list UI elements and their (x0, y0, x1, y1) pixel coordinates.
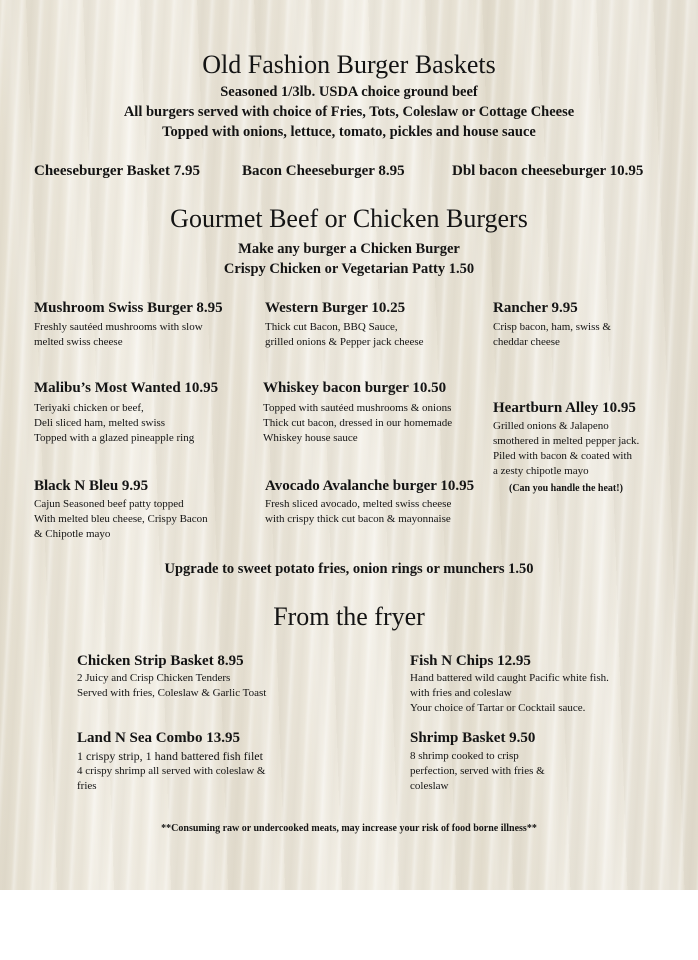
desc-line: Thick cut Bacon, BBQ Sauce, (265, 321, 398, 333)
desc-line: Cajun Seasoned beef patty topped (34, 498, 184, 510)
menu-item-title: Land N Sea Combo 13.95 (77, 730, 240, 746)
menu-item-title: Chicken Strip Basket 8.95 (77, 653, 244, 669)
menu-item (265, 478, 474, 527)
desc-line: 4 crispy shrimp all served with coleslaw & (77, 765, 266, 777)
baskets-line: All burgers served with choice of Fries, Tots, Coleslaw or Cottage Cheese (123, 104, 575, 120)
menu-item-desc (493, 419, 639, 479)
desc-line: Crisp bacon, ham, swiss & (493, 321, 611, 333)
menu-item (493, 300, 611, 350)
desc-line: Hand battered wild caught Pacific white fish. (410, 672, 609, 684)
desc-line: 1 crispy strip, 1 hand battered fish filet (77, 749, 263, 763)
menu-item-title: Dbl bacon cheeseburger 10.95 (452, 163, 644, 179)
menu-item (34, 478, 208, 542)
desc-line: Topped with sautéed mushrooms & onions (263, 402, 452, 414)
menu-item (34, 380, 218, 446)
menu-item-title: Bacon Cheeseburger 8.95 (242, 163, 405, 179)
gourmet-line: Make any burger a Chicken Burger (238, 241, 460, 257)
menu-item (263, 380, 452, 446)
menu-item (265, 300, 424, 350)
menu-item-title: Fish N Chips 12.95 (410, 653, 531, 669)
menu-item-title: Cheeseburger Basket 7.95 (34, 163, 200, 179)
menu-item (77, 730, 266, 794)
desc-line: & Chipotle mayo (34, 528, 111, 540)
menu-item-desc (265, 320, 424, 350)
desc-line: with crispy thick cut bacon & mayonnaise (265, 513, 451, 525)
menu-item-title: Avocado Avalanche burger 10.95 (265, 478, 475, 494)
desc-line: a zesty chipotle mayo (493, 465, 589, 477)
menu-item-desc (263, 401, 452, 446)
menu-item (34, 300, 223, 350)
desc-line: with fries and coleslaw (410, 687, 512, 699)
desc-line: Piled with bacon & coated with (493, 450, 632, 462)
menu-item-desc (410, 671, 609, 716)
menu-item (77, 653, 266, 701)
gourmet-line: Crispy Chicken or Vegetarian Patty 1.50 (223, 261, 475, 277)
menu-item-title: Black N Bleu 9.95 (34, 478, 149, 494)
desc-line: With melted bleu cheese, Crispy Bacon (34, 513, 208, 525)
desc-line: cheddar cheese (493, 336, 560, 348)
menu-item-desc (34, 320, 223, 350)
menu-item (410, 730, 545, 794)
menu-item (493, 400, 639, 479)
desc-line: melted swiss cheese (34, 336, 123, 348)
desc-line: Freshly sautéed mushrooms with slow (34, 321, 203, 333)
desc-line: grilled onions & Pepper jack cheese (265, 336, 424, 348)
upgrade-note: Upgrade to sweet potato fries, onion rings or munchers 1.50 (164, 561, 534, 577)
desc-line: Teriyaki chicken or beef, (34, 402, 144, 414)
desc-line: Your choice of Tartar or Cocktail sauce. (410, 702, 586, 714)
menu-item-desc (77, 671, 266, 701)
desc-line: 8 shrimp cooked to crisp (410, 750, 519, 762)
desc-line: Grilled onions & Jalapeno (493, 420, 609, 432)
food-safety-disclaimer: **Consuming raw or undercooked meats, may increase your risk of food borne illness** (161, 823, 537, 834)
menu-item-desc (77, 749, 266, 794)
desc-line: Whiskey house sauce (263, 432, 358, 444)
desc-line: Thick cut bacon, dressed in our homemade (263, 417, 453, 429)
baskets-line: Seasoned 1/3lb. USDA choice ground beef (220, 84, 478, 100)
desc-line: Served with fries, Coleslaw & Garlic Toast (77, 687, 267, 699)
section-heading-gourmet: Gourmet Beef or Chicken Burgers (170, 204, 528, 233)
desc-line: Deli sliced ham, melted swiss (34, 417, 166, 429)
menu-item-title: Shrimp Basket 9.50 (410, 730, 536, 746)
desc-line: 2 Juicy and Crisp Chicken Tenders (77, 672, 231, 684)
section-heading-baskets: Old Fashion Burger Baskets (202, 50, 496, 79)
menu-item (410, 653, 609, 716)
section-heading-fryer: From the fryer (273, 602, 425, 631)
desc-line: Fresh sliced avocado, melted swiss cheese (265, 498, 452, 510)
menu-item-desc (34, 401, 218, 446)
menu-item-desc (265, 497, 474, 527)
menu-item-title: Malibu’s Most Wanted 10.95 (34, 380, 219, 396)
desc-line: perfection, served with fries & (410, 765, 545, 777)
desc-line: Topped with a glazed pineapple ring (34, 432, 195, 444)
heat-note: (Can you handle the heat!) (509, 483, 623, 494)
desc-line: coleslaw (410, 780, 449, 792)
desc-line: smothered in melted pepper jack. (493, 435, 640, 447)
menu-item-desc (34, 497, 208, 542)
menu-item-title: Western Burger 10.25 (265, 300, 406, 316)
menu-item-title: Mushroom Swiss Burger 8.95 (34, 300, 223, 316)
baskets-line: Topped with onions, lettuce, tomato, pickles and house sauce (162, 124, 536, 140)
menu-item-title: Heartburn Alley 10.95 (493, 400, 636, 416)
menu-item-desc (493, 320, 611, 350)
menu-item-title: Rancher 9.95 (493, 300, 578, 316)
menu-item-title: Whiskey bacon burger 10.50 (263, 380, 447, 396)
menu-item-desc (410, 749, 545, 794)
desc-line: fries (77, 780, 97, 792)
